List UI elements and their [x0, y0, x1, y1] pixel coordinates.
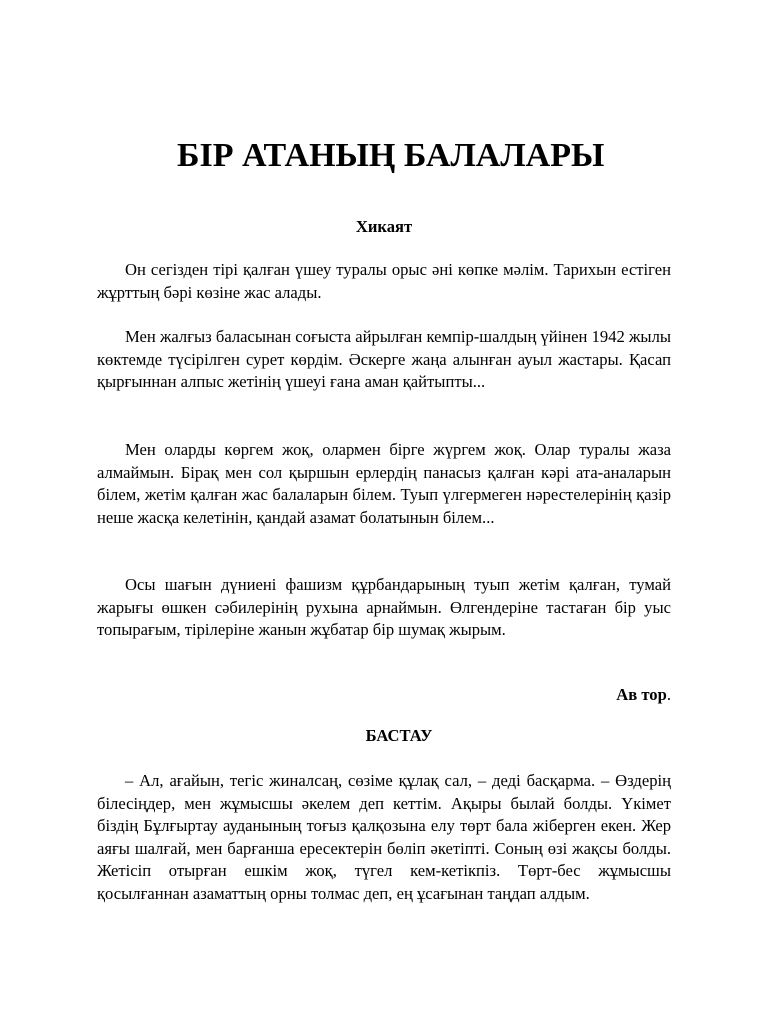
author-signature — [97, 684, 671, 707]
section-paragraph: – Ал, ағайын, тегіс жиналсаң, сөзіме құлақ сал, – деді басқарма. – Өздерің білесіңдер, мен жұмысшы әкелем деп кеттім. Ақыры былай болды. Үкімет біздің Бұлғыртау ауданының тоғыз қалқозына елу төрт бала жіберген екен. Жер аяғы шалғай, мен барғанша ересектерін бөліп әкетіпті. Соның өзі жақсы болды. Жетісіп отырған ешкім жоқ, түгел кем-кетікпіз. Төрт-бес жұмысшы қосылғаннан азаматтың орны толмас деп, ең ұсағынан таңдап алдым. — [97, 771, 671, 903]
paragraph-4: Осы шағын дүниені фашизм құрбандарының туып жетім қалған, тумай жарығы өшкен сәбилерінің рухына арнаймын. Өлгендеріне тастаған бір уыс топырағым, тірілеріне жанын жұбатар бір шумақ жырым. — [97, 575, 671, 640]
document-title: БІР АТАНЫҢ БАЛАЛАРЫ — [177, 137, 605, 174]
paragraph-1: Он сегізден тірі қалған үшеу туралы орыс әні көпке мәлім. Тарихын естіген жұрттың бәрі көзіне жас алады. — [97, 260, 671, 302]
document-subtitle: Хикаят — [355, 217, 413, 236]
author-name: Ав тор — [616, 685, 667, 704]
section-heading: БАСТАУ — [365, 726, 433, 745]
paragraph-2: Мен жалғыз баласынан соғыста айрылған кемпір-шалдың үйінен 1942 жылы көктемде түсірілген сурет көрдім. Әскерге жаңа алынған ауыл жастары. Қасап қырғыннан алпыс жетінің үшеуі ғана аман қайтыпты... — [97, 327, 671, 392]
paragraph-3: Мен оларды көргем жоқ, олармен бірге жүргем жоқ. Олар туралы жаза алмаймын. Бірақ мен сол қыршын ерлердің панасыз қалған кәрі ата-аналарын білем, жетім қалған жас балаларын білем. Туып үлгермеген нәрестелерінің қазір неше жасқа келетінін, қандай азамат болатынын білем... — [97, 440, 671, 527]
author-suffix: . — [666, 685, 671, 704]
